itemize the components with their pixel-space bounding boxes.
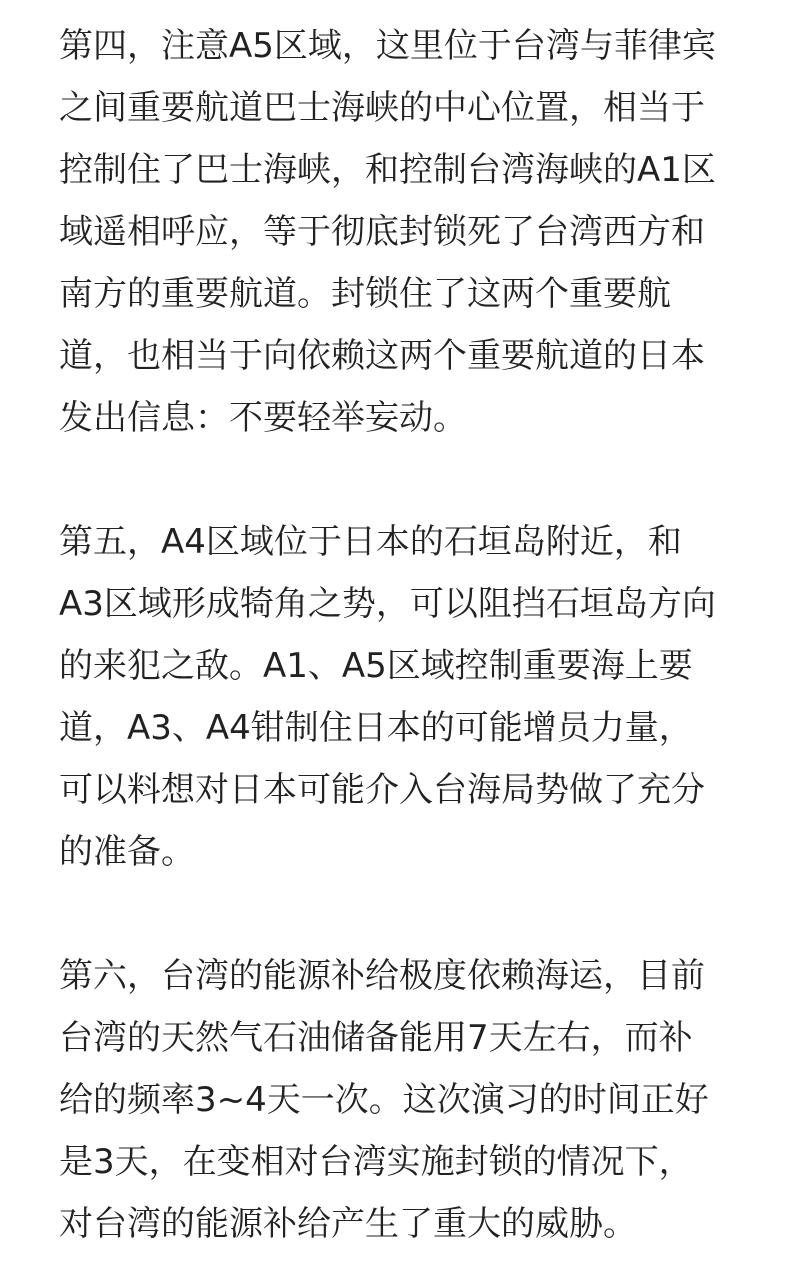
text-line: 给的频率3~4天一次。这次演习的时间正好: [59, 1080, 709, 1120]
text-line: 发出信息：不要轻举妄动。: [59, 398, 467, 438]
text-line: 控制住了巴士海峡，和控制台湾海峡的A1区: [59, 150, 716, 190]
text-line: 域遥相呼应，等于彻底封锁死了台湾西方和: [59, 212, 705, 252]
text-line: 道，A3、A4钳制住日本的可能增员力量，: [59, 708, 693, 748]
paragraph-6: [59, 945, 749, 1255]
article-body: [59, 15, 749, 1255]
text-line: 台湾的天然气石油储备能用7天左右，而补: [59, 1018, 693, 1058]
text-line: 对台湾的能源补给产生了重大的威胁。: [59, 1204, 637, 1244]
text-line: 是3天，在变相对台湾实施封锁的情况下，: [59, 1142, 693, 1182]
text-line: 第六，台湾的能源补给极度依赖海运，目前: [59, 956, 705, 996]
text-line: 的准备。: [59, 832, 195, 872]
text-line: A3区域形成犄角之势，可以阻挡石垣岛方向: [59, 584, 716, 624]
paragraph-5: [59, 511, 749, 883]
text-line: 可以料想对日本可能介入台海局势做了充分: [59, 770, 705, 810]
text-line: 南方的重要航道。封锁住了这两个重要航: [59, 274, 671, 314]
text-line: 第四，注意A5区域，这里位于台湾与菲律宾: [59, 26, 716, 66]
text-line: 之间重要航道巴士海峡的中心位置，相当于: [59, 88, 705, 128]
text-line: 第五，A4区域位于日本的石垣岛附近，和: [59, 522, 682, 562]
paragraph-4: [59, 15, 749, 449]
text-line: 道，也相当于向依赖这两个重要航道的日本: [59, 336, 705, 376]
text-line: 的来犯之敌。A1、A5区域控制重要海上要: [59, 646, 693, 686]
